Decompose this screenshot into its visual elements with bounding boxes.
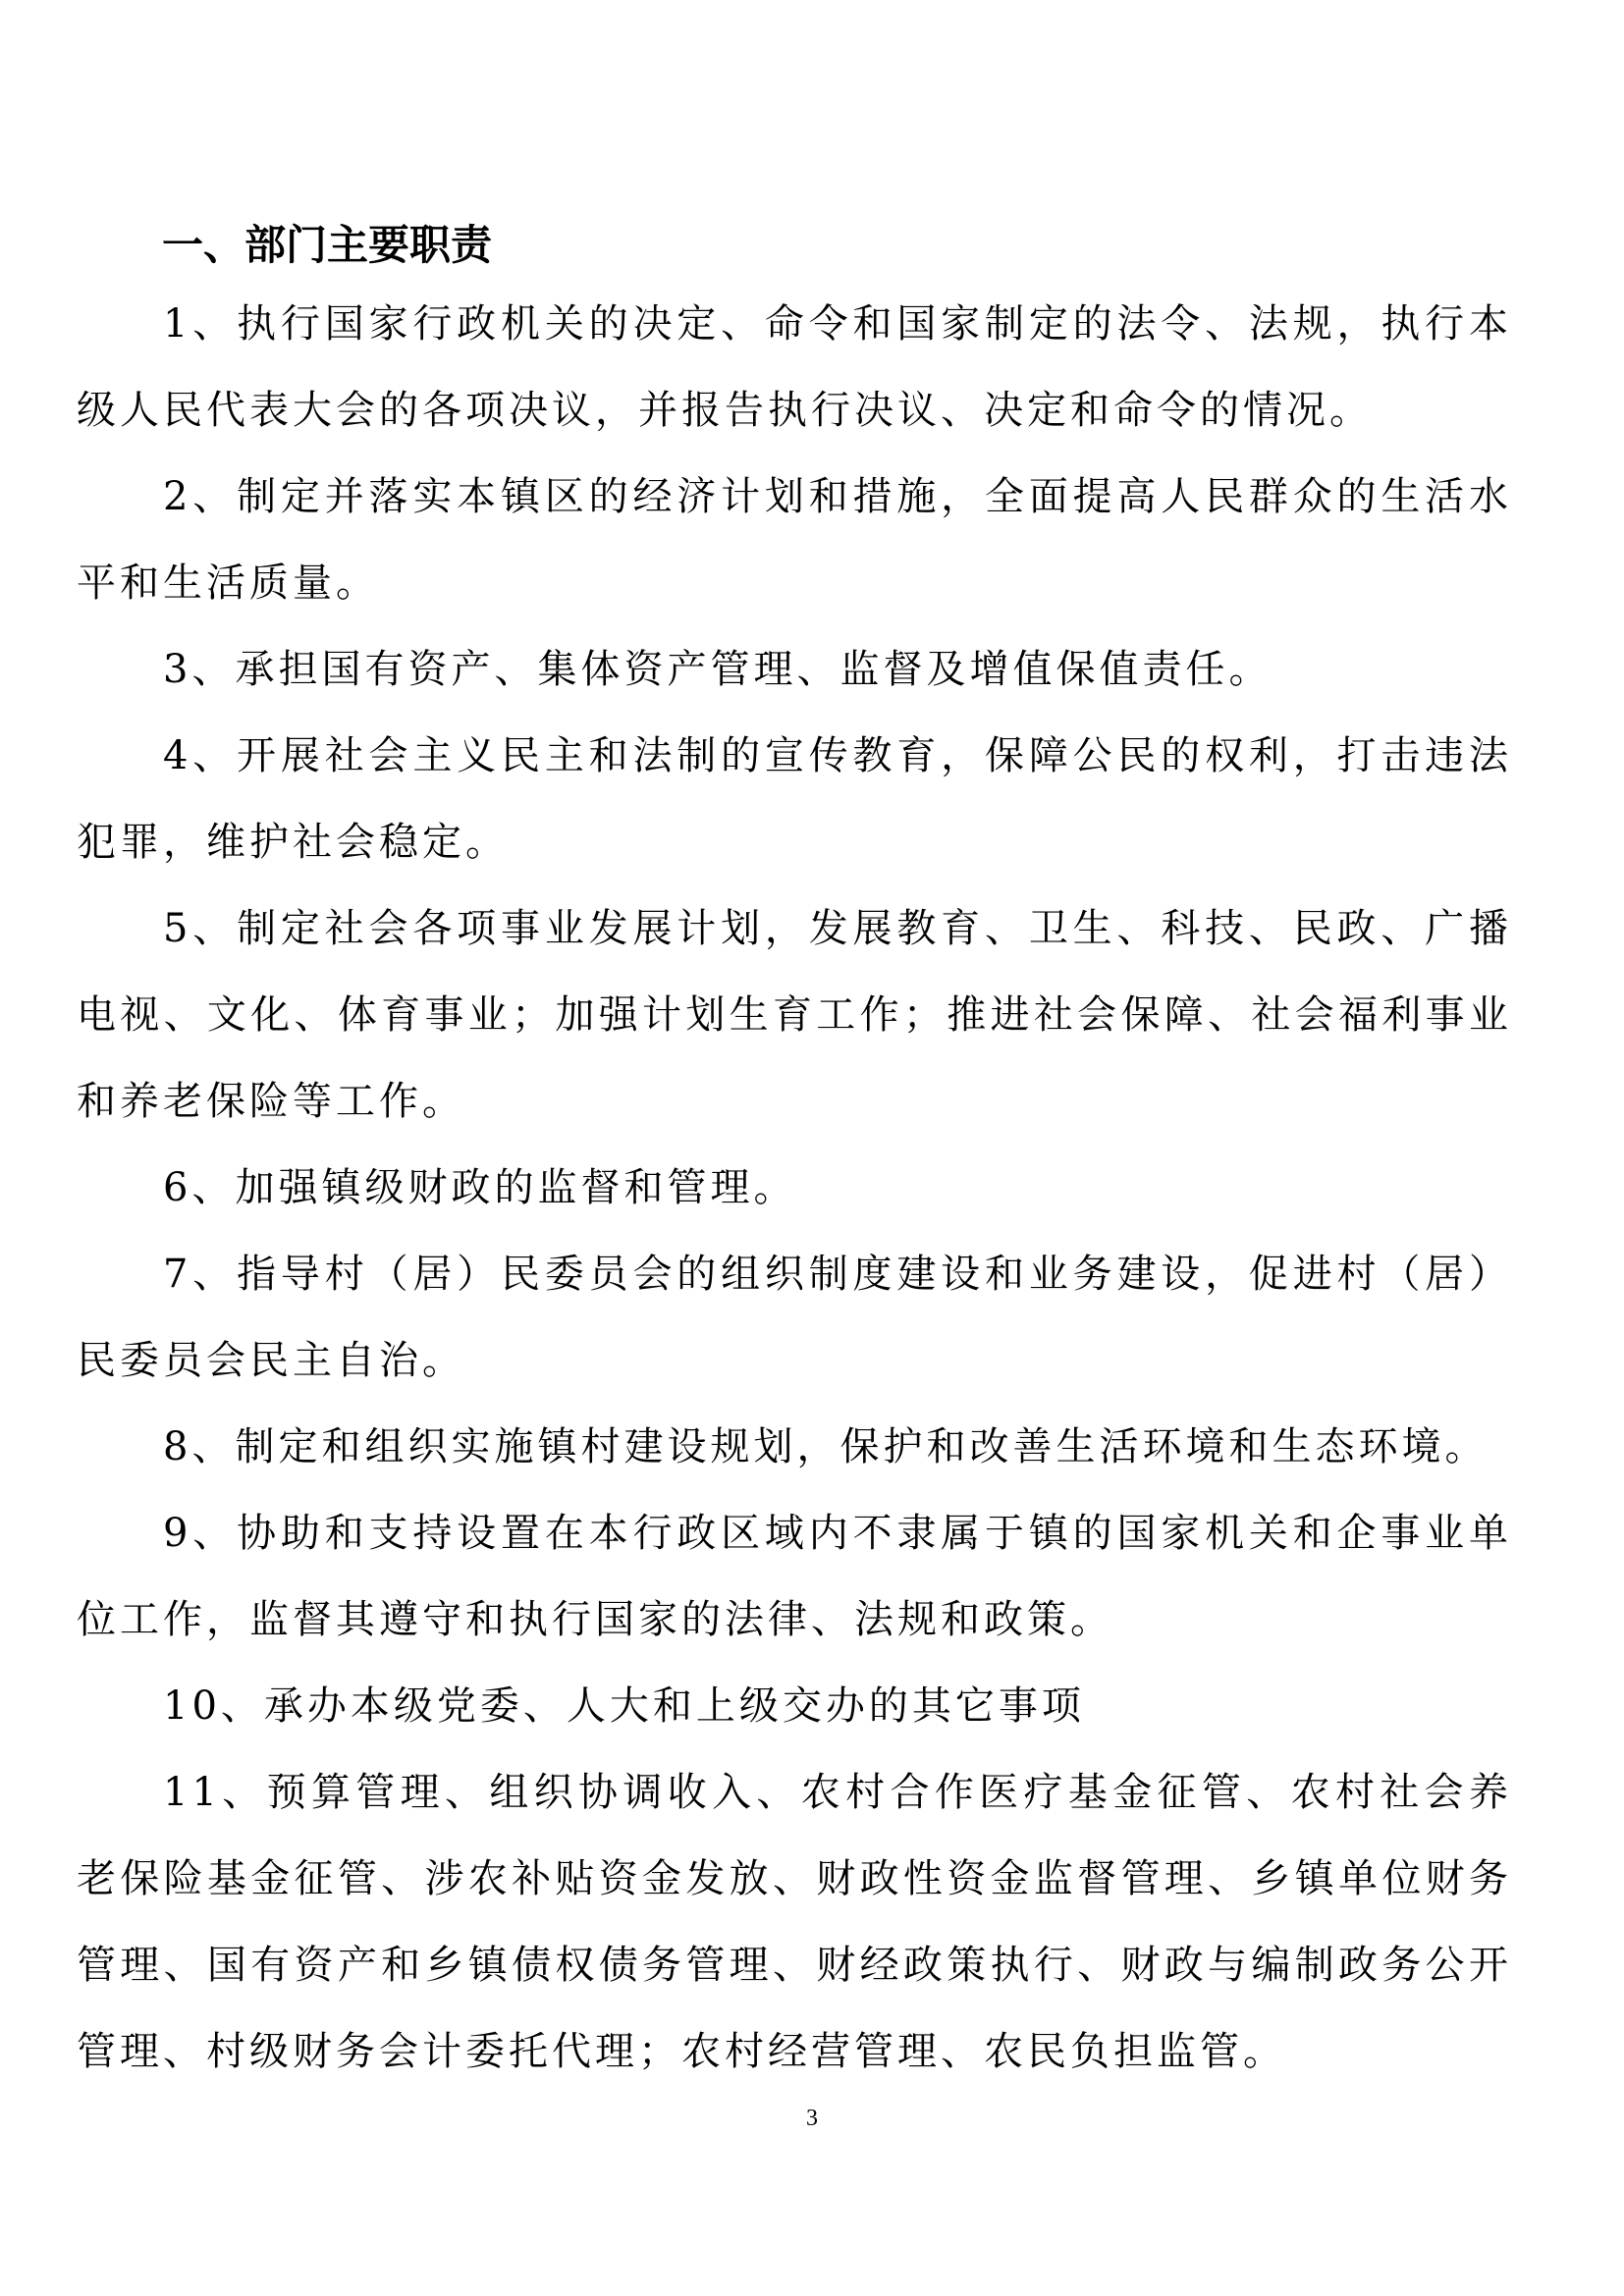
duty-paragraph-4: 4、开展社会主义民主和法制的宣传教育，保障公民的权利，打击违法犯罪，维护社会稳定。	[77, 733, 1512, 865]
page-number: 3	[806, 2106, 818, 2131]
duty-paragraph-9: 9、协助和支持设置在本行政区域内不隶属于镇的国家机关和企事业单位工作，监督其遵守和执行国家的法律、法规和政策。	[77, 1511, 1512, 1642]
duty-paragraph-5: 5、制定社会各项事业发展计划，发展教育、卫生、科技、民政、广播电视、文化、体育事业；加强计划生育工作；推进社会保障、社会福利事业和养老保险等工作。	[77, 906, 1512, 1124]
duty-paragraph-2: 2、制定并落实本镇区的经济计划和措施，全面提高人民群众的生活水平和生活质量。	[77, 474, 1512, 606]
duty-paragraph-8: 8、制定和组织实施镇村建设规划，保护和改善生活环境和生态环境。	[163, 1424, 1489, 1469]
duty-paragraph-1: 1、执行国家行政机关的决定、命令和国家制定的法令、法规，执行本级人民代表大会的各项决议，并报告执行决议、决定和命令的情况。	[77, 301, 1512, 433]
duty-paragraph-7: 7、指导村（居）民委员会的组织制度建设和业务建设，促进村（居）民委员会民主自治。	[77, 1252, 1512, 1383]
duty-paragraph-3: 3、承担国有资产、集体资产管理、监督及增值保值责任。	[163, 647, 1272, 692]
duty-paragraph-11: 11、预算管理、组织协调收入、农村合作医疗基金征管、农村社会养老保险基金征管、涉农补贴资金发放、财政性资金监督管理、乡镇单位财务管理、国有资产和乡镇债权债务管理、财经政策执行、财政与编制政务公开管理、村级财务会计委托代理；农村经营管理、农民负担监管。	[77, 1770, 1512, 2074]
duties-list	[77, 281, 1512, 2095]
duty-paragraph-10: 10、承办本级党委、人大和上级交办的其它事项	[163, 1683, 1085, 1729]
duty-paragraph-6: 6、加强镇级财政的监督和管理。	[163, 1165, 797, 1210]
section-heading: 一、部门主要职责	[162, 221, 493, 269]
